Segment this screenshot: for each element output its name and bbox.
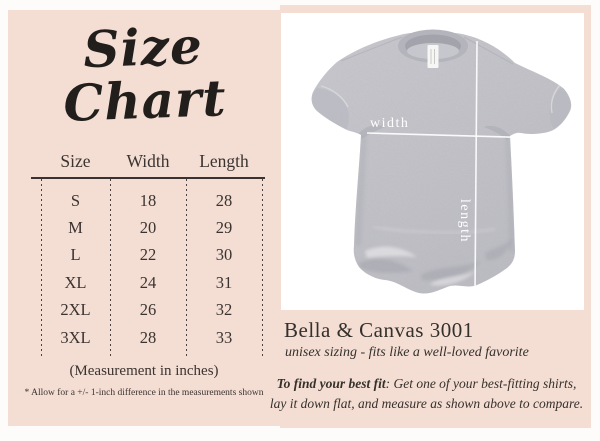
collar-tag (428, 45, 439, 68)
column-header-width: Width (126, 151, 170, 171)
cell-size: 3XL (60, 327, 91, 347)
cell-size: L (70, 245, 81, 265)
tshirt-body (301, 25, 581, 305)
tshirt-photo (281, 13, 584, 310)
cell-length: 31 (215, 272, 233, 292)
cell-length: 32 (215, 300, 233, 320)
cell-width: 28 (139, 327, 157, 347)
size-table-header (41, 151, 265, 172)
column-header-size: Size (60, 151, 91, 171)
cell-length: 30 (215, 245, 233, 265)
cell-length: 28 (215, 190, 233, 210)
table-row (41, 187, 265, 214)
product-panel (269, 5, 591, 428)
cell-size: M (68, 218, 83, 238)
table-divider (41, 179, 42, 357)
column-header-length: Length (199, 151, 249, 171)
width-label: width (370, 116, 410, 131)
cell-length: 33 (215, 327, 233, 347)
cell-length: 29 (215, 218, 233, 238)
cell-width: 22 (139, 245, 157, 265)
cell-size: XL (64, 272, 87, 292)
tolerance-note: * Allow for a +/- 1-inch difference in the measurements shown (24, 388, 264, 398)
product-name: Bella & Canvas 3001 (284, 318, 474, 342)
cell-width: 18 (139, 190, 157, 210)
fit-tip (266, 374, 587, 415)
table-row (41, 269, 265, 296)
page-title: Size Chart (62, 15, 228, 133)
table-divider (186, 179, 187, 357)
table-divider (262, 179, 263, 357)
cell-size: S (70, 190, 81, 210)
table-row (41, 214, 265, 241)
cell-size: 2XL (60, 300, 91, 320)
table-divider (110, 179, 111, 357)
fit-tip-lead: To find your best fit (276, 376, 386, 391)
product-tagline: unisex sizing - fits like a well-loved favorite (285, 345, 529, 360)
fit-tip-line1: : Get one of your best-fitting shirts, (385, 376, 577, 391)
unit-note: (Measurement in inches) (69, 363, 219, 379)
cell-width: 24 (139, 272, 157, 292)
cell-width: 26 (139, 300, 157, 320)
table-row (41, 297, 265, 324)
table-row (41, 242, 265, 269)
table-row (41, 324, 265, 351)
length-label: length (457, 199, 472, 243)
tshirt-illustration (281, 13, 584, 310)
cell-width: 20 (139, 218, 157, 238)
size-chart-panel (8, 10, 280, 426)
fit-tip-line2: lay it down flat, and measure as shown above to compare. (269, 396, 584, 412)
size-table (31, 151, 265, 359)
size-table-body (31, 179, 265, 359)
